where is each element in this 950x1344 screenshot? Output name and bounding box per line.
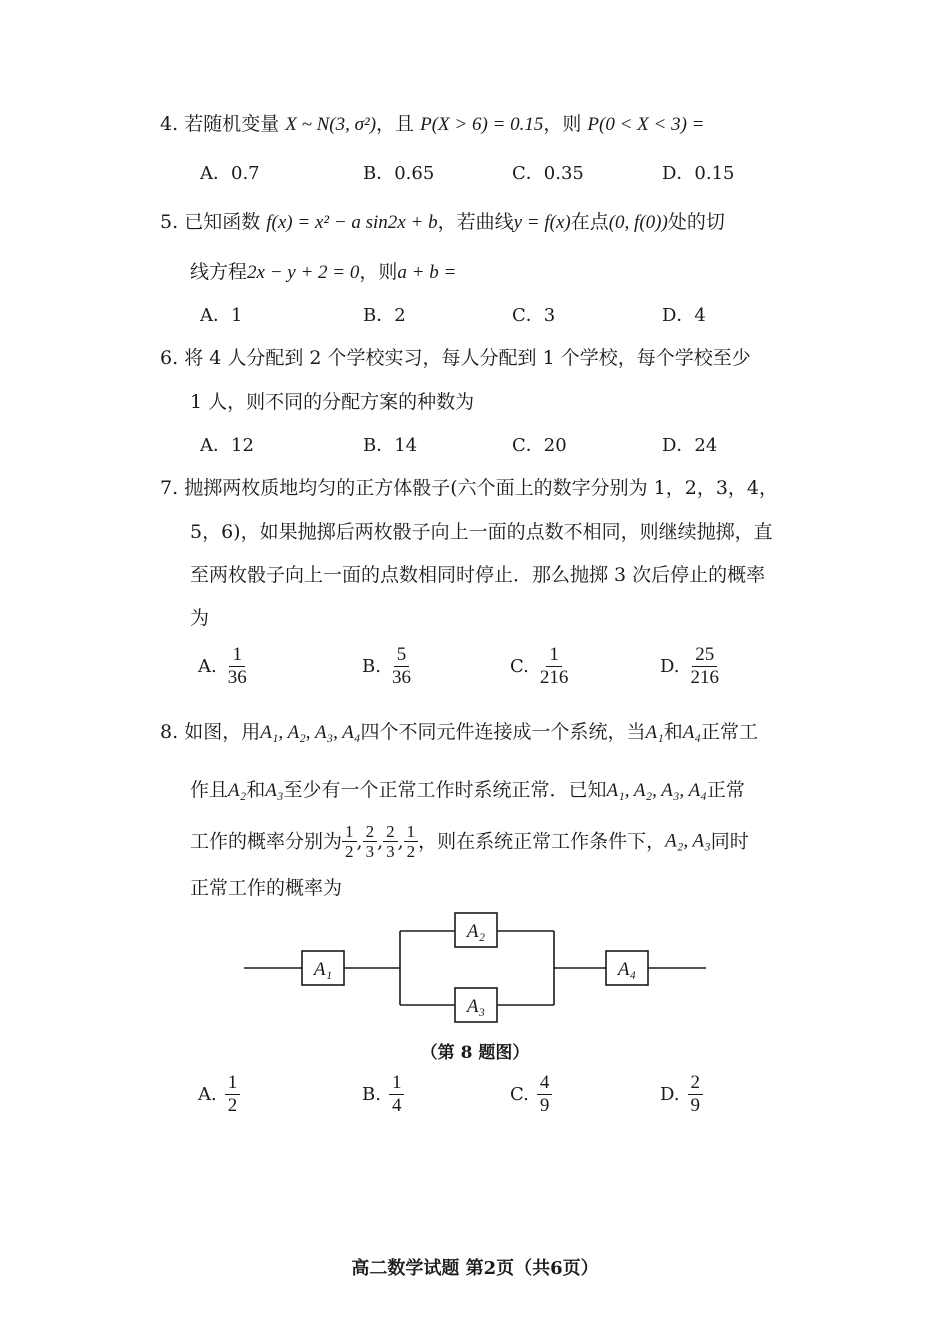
denominator: 2 xyxy=(345,842,354,861)
system-circuit-diagram xyxy=(240,900,710,1030)
q5-text: ，若曲线 xyxy=(437,211,514,233)
q5-text: 在点 xyxy=(570,211,609,233)
q4-text: ，则 xyxy=(543,113,582,135)
q7-option-c[interactable] xyxy=(510,644,571,689)
numerator: 5 xyxy=(394,644,410,667)
question-number: 6. xyxy=(160,347,179,369)
option-label: A. xyxy=(198,1084,217,1105)
q8-text: 工作的概率分别为 xyxy=(190,830,343,853)
q4-text: ，且 xyxy=(376,113,415,135)
q8-component: A₄ xyxy=(682,722,701,743)
q8-option-c[interactable] xyxy=(510,1072,552,1117)
q8-components: A₂, A₃ xyxy=(665,830,711,852)
numerator: 2 xyxy=(688,1072,704,1095)
question-number: 4. xyxy=(160,113,179,135)
q8-text: 同时 xyxy=(710,830,749,853)
numerator: 25 xyxy=(692,644,717,667)
q5-option-c[interactable]: C．3 xyxy=(512,305,556,326)
probability-fraction xyxy=(363,822,378,861)
numerator: 1 xyxy=(225,1072,241,1095)
denominator: 36 xyxy=(391,667,411,688)
q8-text: 和 xyxy=(663,721,683,743)
q5-tangent-line: 2x − y + 2 = 0 xyxy=(247,262,360,283)
numerator: 1 xyxy=(229,644,245,667)
q7-option-d[interactable] xyxy=(660,644,722,689)
q5-function: f(x) = x² − a sin2x + b xyxy=(266,212,438,233)
q5-option-d[interactable]: D．4 xyxy=(662,305,706,326)
denominator: 2 xyxy=(227,1095,238,1116)
q7-text: 抛掷两枚质地均匀的正方体骰子(六个面上的数字分别为 1，2，3，4， xyxy=(184,477,778,499)
option-label: C. xyxy=(510,656,529,677)
probability-fraction xyxy=(404,822,419,861)
q5-curve: y = f(x) xyxy=(513,212,571,233)
fraction xyxy=(225,1072,241,1117)
denominator: 9 xyxy=(690,1095,701,1116)
option-label: D. xyxy=(660,1084,680,1105)
q5-option-a[interactable]: A．1 xyxy=(200,305,243,326)
q8-component: A₁ xyxy=(645,722,664,743)
q4-question: P(0 < X < 3) = xyxy=(587,114,705,135)
probability-fraction xyxy=(342,822,357,861)
q6-option-c[interactable]: C．20 xyxy=(512,435,567,456)
q4-condition: P(X > 6) = 0.15 xyxy=(420,114,544,135)
option-label: A. xyxy=(198,656,217,677)
fraction xyxy=(389,644,414,689)
option-label: D. xyxy=(660,656,680,677)
question-4-stem xyxy=(160,112,705,137)
question-5-stem xyxy=(160,210,725,235)
q8-text: 至少有一个正常工作时系统正常．已知 xyxy=(283,779,607,801)
question-8-line4: 正常工作的概率为 xyxy=(190,877,343,899)
q4-distribution: X ~ N(3, σ²) xyxy=(285,114,377,135)
q6-option-a[interactable]: A．12 xyxy=(200,435,254,456)
question-6-stem xyxy=(160,346,751,370)
q8-text: 如图，用 xyxy=(184,721,261,743)
q6-text: 将 4 人分配到 2 个学校实习，每人分配到 1 个学校，每个学校至少 xyxy=(184,347,751,369)
option-label: B. xyxy=(362,1084,381,1105)
q5-text: 已知函数 xyxy=(184,211,261,233)
q5-text: ，则 xyxy=(359,261,398,283)
q8-option-b[interactable] xyxy=(362,1072,404,1117)
question-5-line2 xyxy=(190,260,456,285)
q8-option-a[interactable] xyxy=(198,1072,240,1117)
q5-text: 线方程 xyxy=(190,261,248,283)
denominator: 216 xyxy=(539,667,569,688)
q8-text: 正常工 xyxy=(701,721,759,743)
numerator: 1 xyxy=(546,644,562,667)
fraction xyxy=(225,644,250,689)
q8-text: 正常 xyxy=(706,779,745,801)
q7-option-a[interactable] xyxy=(198,644,250,689)
q4-option-c[interactable]: C．0.35 xyxy=(512,163,584,184)
q7-option-b[interactable] xyxy=(362,644,414,689)
numerator: 1 xyxy=(389,1072,405,1095)
page-footer: 高二数学试题 第2页（共6页） xyxy=(351,1258,599,1279)
numerator: 4 xyxy=(537,1072,553,1095)
fraction xyxy=(688,1072,704,1117)
numerator: 2 xyxy=(383,822,398,842)
component-label-a3: A₃ xyxy=(466,996,486,1017)
q4-option-b[interactable]: B．0.65 xyxy=(363,163,435,184)
denominator: 216 xyxy=(690,667,720,688)
q8-components: A₁, A₂, A₃, A₄ xyxy=(260,722,361,743)
q5-question: a + b = xyxy=(397,262,457,283)
q8-text: 四个不同元件连接成一个系统，当 xyxy=(360,721,646,743)
q6-option-d[interactable]: D．24 xyxy=(662,435,718,456)
fraction xyxy=(537,644,572,689)
question-8-stem xyxy=(160,720,758,745)
component-label-a1: A₁ xyxy=(313,959,333,980)
option-label: C. xyxy=(510,1084,529,1105)
denominator: 2 xyxy=(406,842,416,861)
question-number: 7. xyxy=(160,477,179,499)
question-number: 5. xyxy=(160,211,179,233)
question-8-line2 xyxy=(190,778,745,803)
q6-option-b[interactable]: B．14 xyxy=(363,435,418,456)
denominator: 36 xyxy=(227,667,247,688)
q8-text: 和 xyxy=(246,779,266,801)
q4-option-a[interactable]: A．0.7 xyxy=(200,163,260,184)
question-6-line2: 1 人，则不同的分配方案的种数为 xyxy=(190,391,475,413)
denominator: 3 xyxy=(365,842,375,861)
fraction xyxy=(537,1072,553,1117)
q4-option-d[interactable]: D．0.15 xyxy=(662,163,735,184)
q8-text: 作且 xyxy=(190,779,229,801)
q8-components: A₁, A₂, A₃, A₄ xyxy=(606,780,707,801)
numerator: 1 xyxy=(342,822,357,842)
component-label-a4: A₄ xyxy=(617,959,637,980)
fraction xyxy=(389,1072,405,1117)
denominator: 9 xyxy=(539,1095,550,1116)
question-7-line4: 为 xyxy=(190,607,210,629)
q8-component: A₂ xyxy=(228,780,247,801)
probability-fraction xyxy=(383,822,398,861)
component-label-a2: A₂ xyxy=(466,921,486,942)
q5-option-b[interactable]: B．2 xyxy=(363,305,406,326)
question-8-line3: 工作的概率分别为 $\frac{1}{2}$ , $\frac{2}{3}$ , $\frac{2}{3}$ , $\frac{1}{2}$ ，则在系统正常工作条件下，A₂, A₃同时 xyxy=(190,822,749,861)
q4-text: 若随机变量 xyxy=(184,113,280,135)
denominator: 4 xyxy=(391,1095,402,1116)
question-number: 8. xyxy=(160,721,179,743)
fraction xyxy=(688,644,723,689)
q5-text: 处的切 xyxy=(667,211,725,233)
denominator: 3 xyxy=(386,842,395,861)
question-7-stem xyxy=(160,476,778,500)
q8-text: ，则在系统正常工作条件下， xyxy=(418,830,666,853)
q8-component: A₃ xyxy=(265,780,284,801)
question-7-line3: 至两枚骰子向上一面的点数相同时停止．那么抛掷 3 次后停止的概率 xyxy=(190,564,766,586)
figure-caption: （第 8 题图） xyxy=(420,1043,530,1063)
question-7-line2: 5，6)，如果抛掷后两枚骰子向上一面的点数不相同，则继续抛掷，直 xyxy=(190,521,773,543)
option-label: B. xyxy=(362,656,381,677)
numerator: 1 xyxy=(404,822,419,842)
numerator: 2 xyxy=(363,822,378,842)
q8-option-d[interactable] xyxy=(660,1072,703,1117)
q5-point: (0, f(0)) xyxy=(608,212,668,233)
